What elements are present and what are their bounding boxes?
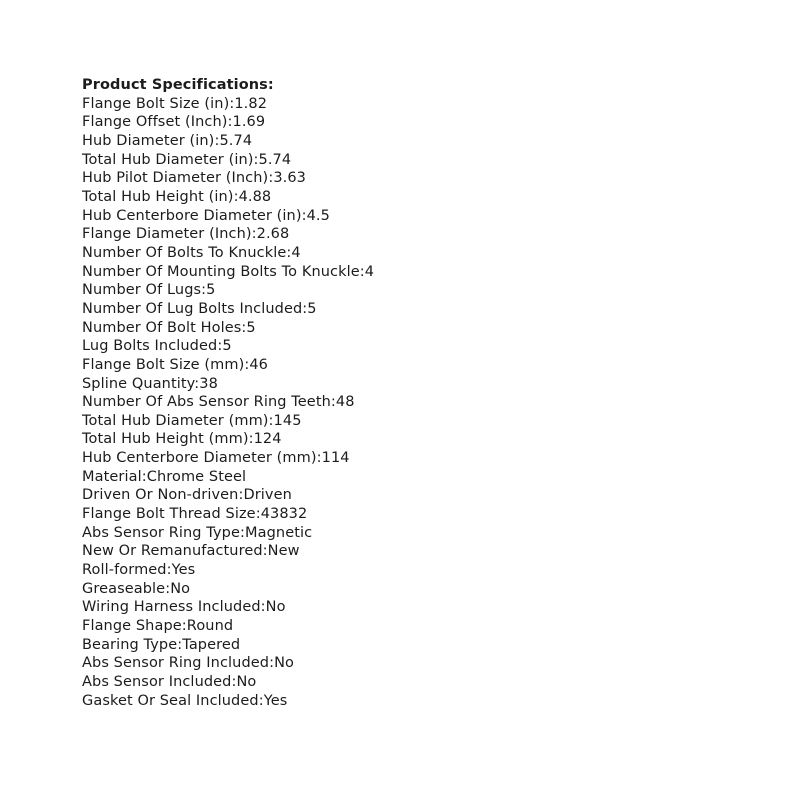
spec-separator: : <box>194 375 200 392</box>
spec-label: Flange Bolt Thread Size <box>82 506 256 523</box>
spec-value: 114 <box>321 450 350 467</box>
spec-label: Total Hub Diameter (in) <box>82 151 254 168</box>
spec-row <box>82 300 722 319</box>
spec-row <box>82 244 722 263</box>
spec-separator: : <box>316 450 322 467</box>
spec-label: New Or Remanufactured <box>82 543 263 560</box>
spec-value: 5 <box>246 319 256 336</box>
spec-label: Spline Quantity <box>82 375 195 392</box>
spec-row <box>82 598 722 617</box>
spec-label: Number Of Lug Bolts Included <box>82 300 303 317</box>
spec-separator: : <box>141 468 147 485</box>
spec-value: 1.69 <box>232 114 266 131</box>
spec-value: 5 <box>222 338 232 355</box>
spec-row <box>82 542 722 561</box>
spec-row <box>82 673 722 692</box>
spec-separator: : <box>301 207 307 224</box>
spec-label: Number Of Abs Sensor Ring Teeth <box>82 394 331 411</box>
spec-value: 145 <box>273 412 302 429</box>
spec-value: No <box>274 655 295 672</box>
spec-label: Number Of Lugs <box>82 282 202 299</box>
spec-separator: : <box>227 114 233 131</box>
spec-label: Hub Centerbore Diameter (in) <box>82 207 302 224</box>
spec-separator: : <box>268 412 274 429</box>
spec-separator: : <box>260 599 266 616</box>
spec-row <box>82 580 722 599</box>
spec-value: 4.88 <box>238 188 272 205</box>
spec-label: Hub Pilot Diameter (Inch) <box>82 170 269 187</box>
spec-value: 4.5 <box>306 207 330 224</box>
spec-row <box>82 169 722 188</box>
spec-value: Driven <box>243 487 292 504</box>
spec-value: 4 <box>291 244 301 261</box>
spec-separator: : <box>286 244 292 261</box>
spec-separator: : <box>241 319 247 336</box>
spec-separator: : <box>359 263 365 280</box>
spec-value: 124 <box>253 431 282 448</box>
spec-label: Flange Bolt Size (mm) <box>82 356 245 373</box>
spec-row <box>82 225 722 244</box>
spec-value: Round <box>186 618 234 635</box>
spec-separator: : <box>217 338 223 355</box>
spec-row <box>82 524 722 543</box>
spec-separator: : <box>258 692 264 709</box>
spec-row <box>82 412 722 431</box>
spec-row <box>82 356 722 375</box>
spec-row <box>82 188 722 207</box>
spec-label: Abs Sensor Ring Type <box>82 524 241 541</box>
spec-value: 4 <box>364 263 375 280</box>
spec-value: 1.82 <box>234 95 268 112</box>
spec-label: Hub Diameter (in) <box>82 132 215 149</box>
spec-separator: : <box>240 524 246 541</box>
spec-label: Bearing Type <box>82 636 178 653</box>
spec-label: Flange Shape <box>82 618 182 635</box>
spec-label: Flange Offset (Inch) <box>82 114 228 131</box>
spec-separator: : <box>165 580 171 597</box>
spec-value: 46 <box>249 356 269 373</box>
spec-value: No <box>265 599 286 616</box>
spec-value: Tapered <box>182 636 241 653</box>
spec-label: Material <box>82 468 142 485</box>
spec-value: 2.68 <box>256 226 290 243</box>
spec-row <box>82 113 722 132</box>
spec-label: Gasket Or Seal Included <box>82 692 259 709</box>
spec-label: Hub Centerbore Diameter (mm) <box>82 450 317 467</box>
spec-separator: : <box>248 431 254 448</box>
spec-label: Lug Bolts Included <box>82 338 218 355</box>
spec-value: 38 <box>199 375 218 392</box>
spec-separator: : <box>238 487 244 504</box>
spec-row <box>82 281 722 300</box>
spec-value: New <box>267 543 300 560</box>
spec-row <box>82 430 722 449</box>
spec-value: 5 <box>206 282 216 299</box>
spec-label: Driven Or Non-driven <box>82 487 239 504</box>
spec-separator: : <box>231 674 237 690</box>
spec-row <box>82 486 722 505</box>
spec-row <box>82 95 722 114</box>
spec-row <box>82 636 722 655</box>
spec-row <box>82 617 722 636</box>
spec-label: Total Hub Diameter (mm) <box>82 412 269 429</box>
spec-separator: : <box>268 170 274 187</box>
product-specifications-title: Product Specifications: <box>82 77 274 93</box>
spec-value: 5 <box>307 300 317 317</box>
spec-value: Chrome Steel <box>146 468 247 485</box>
spec-row <box>82 207 722 226</box>
spec-value: Yes <box>263 692 288 709</box>
product-specifications-section <box>82 76 722 710</box>
spec-row <box>82 561 722 580</box>
spec-row <box>82 319 722 338</box>
spec-label: Number Of Bolt Holes <box>82 319 242 336</box>
spec-separator: : <box>251 226 257 243</box>
spec-separator: : <box>302 300 308 317</box>
spec-value: 48 <box>335 394 355 411</box>
spec-row <box>82 263 722 282</box>
spec-separator: : <box>233 188 239 205</box>
spec-separator: : <box>214 132 220 149</box>
spec-value: No <box>236 674 257 690</box>
spec-row <box>82 151 722 170</box>
spec-label: Total Hub Height (in) <box>82 188 234 205</box>
spec-row <box>82 375 722 394</box>
spec-separator: : <box>255 506 261 523</box>
spec-row <box>82 132 722 151</box>
spec-row <box>82 449 722 468</box>
spec-value: 3.63 <box>273 170 306 187</box>
spec-separator: : <box>253 151 259 168</box>
spec-label: Abs Sensor Ring Included <box>82 655 270 672</box>
spec-row <box>82 468 722 487</box>
spec-label: Greaseable <box>82 580 166 597</box>
spec-value: 5.74 <box>258 151 292 168</box>
spec-separator: : <box>177 636 183 653</box>
spec-separator: : <box>166 562 172 579</box>
spec-row <box>82 692 722 711</box>
spec-value: 5.74 <box>219 132 253 149</box>
spec-label: Wiring Harness Included <box>82 599 261 616</box>
spec-value: No <box>170 580 191 597</box>
spec-label: Abs Sensor Included <box>82 674 232 690</box>
spec-label: Flange Bolt Size (in) <box>82 95 230 112</box>
spec-label: Roll-formed <box>82 562 167 579</box>
spec-separator: : <box>269 655 275 672</box>
spec-label: Total Hub Height (mm) <box>82 431 249 448</box>
spec-value: 43832 <box>260 506 308 523</box>
spec-separator: : <box>181 618 187 635</box>
spec-separator: : <box>244 356 250 373</box>
spec-separator: : <box>201 282 207 299</box>
spec-label: Number Of Bolts To Knuckle <box>82 244 287 261</box>
spec-list <box>82 95 722 711</box>
spec-value: Yes <box>171 562 196 579</box>
spec-row <box>82 505 722 524</box>
spec-separator: : <box>229 95 235 112</box>
spec-label: Number Of Mounting Bolts To Knuckle <box>82 263 360 280</box>
spec-separator: : <box>330 394 336 411</box>
spec-label: Flange Diameter (Inch) <box>82 226 252 243</box>
spec-value: Magnetic <box>245 524 313 541</box>
spec-row <box>82 393 722 412</box>
spec-row <box>82 654 722 673</box>
spec-separator: : <box>262 543 268 560</box>
spec-row <box>82 337 722 356</box>
